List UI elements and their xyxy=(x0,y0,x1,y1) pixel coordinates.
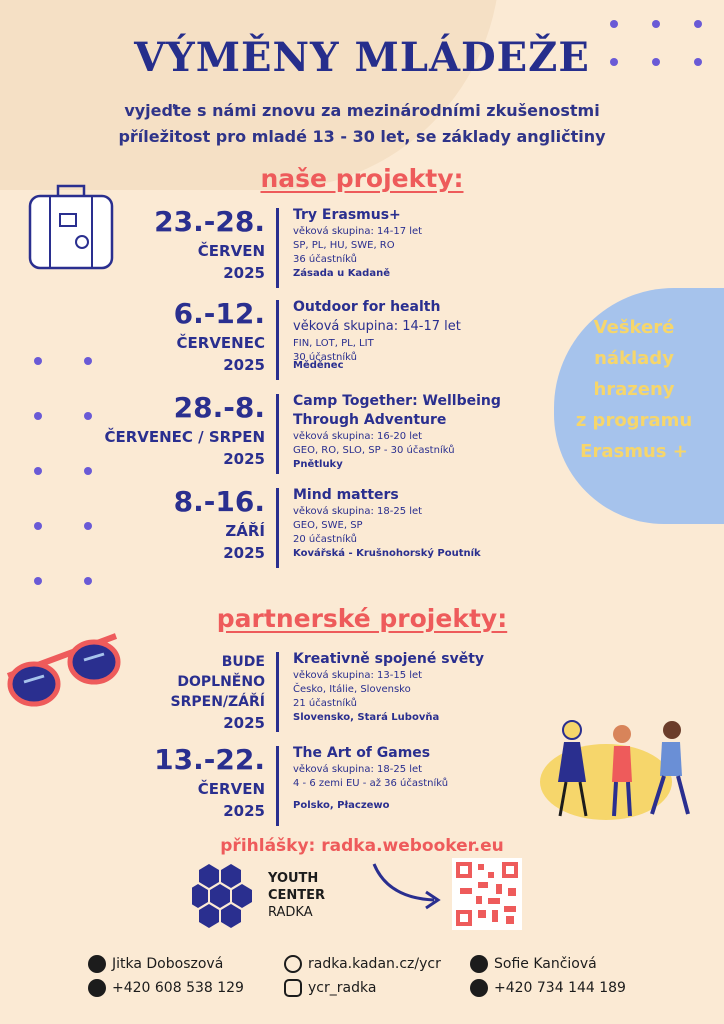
project-date: BUDE DOPLNĚNO SRPEN/ZÁŘÍ 2025 xyxy=(170,654,265,732)
contact-person-2: Sofie Kančiová +420 734 144 189 xyxy=(470,952,626,1000)
divider xyxy=(276,652,279,732)
user-icon xyxy=(88,955,106,973)
project-info: Outdoor for health věková skupina: 14-17 let FIN, LOT, PL, LIT 30 účastníků Měděnec xyxy=(293,299,461,371)
project-date: 28.-8. ČERVENEC / SRPEN 2025 xyxy=(104,391,265,468)
hexagon-logo-icon xyxy=(192,862,262,928)
project-info: Kreativně spojené světy věková skupina: 13-15 let Česko, Itálie, Slovensko 21 účastníků Slovensko, Stará Lubovňa xyxy=(293,651,485,723)
project-date: 13.-22. ČERVEN 2025 xyxy=(154,743,265,820)
project-card xyxy=(120,298,550,384)
project-info: Camp Together: Wellbeing Through Adventure věková skupina: 16-20 let GEO, RO, SLO, SP - 30 účastníků Pnětluky xyxy=(293,393,501,470)
subtitle: vyjeďte s námi znovu za mezinárodními zkušenostmi příležitost pro mladé 13 - 30 let, se základy angličtiny xyxy=(118,101,606,146)
project-card xyxy=(104,391,550,478)
phone-icon xyxy=(88,979,106,997)
divider xyxy=(276,488,279,568)
suitcase-icon xyxy=(26,180,116,272)
project-card xyxy=(120,206,550,292)
section-partner-projects: partnerské projekty: xyxy=(216,604,508,633)
project-date: 8.-16. ZÁŘÍ 2025 xyxy=(173,485,265,562)
registration-link[interactable]: přihlášky: radka.webooker.eu xyxy=(220,836,504,856)
project-info: Try Erasmus+ věková skupina: 14-17 let SP, PL, HU, SWE, RO 36 účastníků Zásada u Kadaně xyxy=(293,207,423,279)
project-info: Mind matters věková skupina: 18-25 let GEO, SWE, SP 20 účastníků Kovářská - Krušnohorský Poutník xyxy=(293,487,481,559)
funding-note: Veškeré náklady hrazeny z programu Erasmus + xyxy=(575,317,693,462)
sunglasses-icon xyxy=(4,628,124,710)
contact-person-1: Jitka Doboszová +420 608 538 129 xyxy=(88,952,244,1000)
project-info: The Art of Games věková skupina: 18-25 let 4 - 6 zemi EU - až 36 účastníků Polsko, Płaczewo xyxy=(293,745,449,811)
project-date: 23.-28. ČERVEN 2025 xyxy=(154,205,265,282)
instagram-icon xyxy=(284,979,302,997)
phone-icon xyxy=(470,979,488,997)
arrow-icon xyxy=(368,860,448,910)
background-wave xyxy=(0,0,500,190)
divider xyxy=(276,300,279,380)
user-icon xyxy=(470,955,488,973)
divider xyxy=(276,394,279,474)
logo-text: YOUTH CENTER RADKA xyxy=(268,871,326,920)
partner-project-card xyxy=(120,744,550,830)
section-our-projects: naše projekty: xyxy=(260,164,464,193)
page-title: VÝMĚNY MLÁDEŽE xyxy=(134,34,590,81)
project-card xyxy=(120,486,550,572)
qr-code[interactable] xyxy=(452,858,522,930)
partner-project-card xyxy=(120,650,550,736)
project-date: 6.-12. ČERVENEC 2025 xyxy=(173,297,265,374)
web-link[interactable]: radka.kadan.cz/ycr xyxy=(308,956,441,972)
divider xyxy=(276,746,279,826)
globe-icon xyxy=(284,955,302,973)
instagram-link[interactable]: ycr_radka xyxy=(308,980,377,996)
contact-web xyxy=(284,952,441,1000)
divider xyxy=(276,208,279,288)
